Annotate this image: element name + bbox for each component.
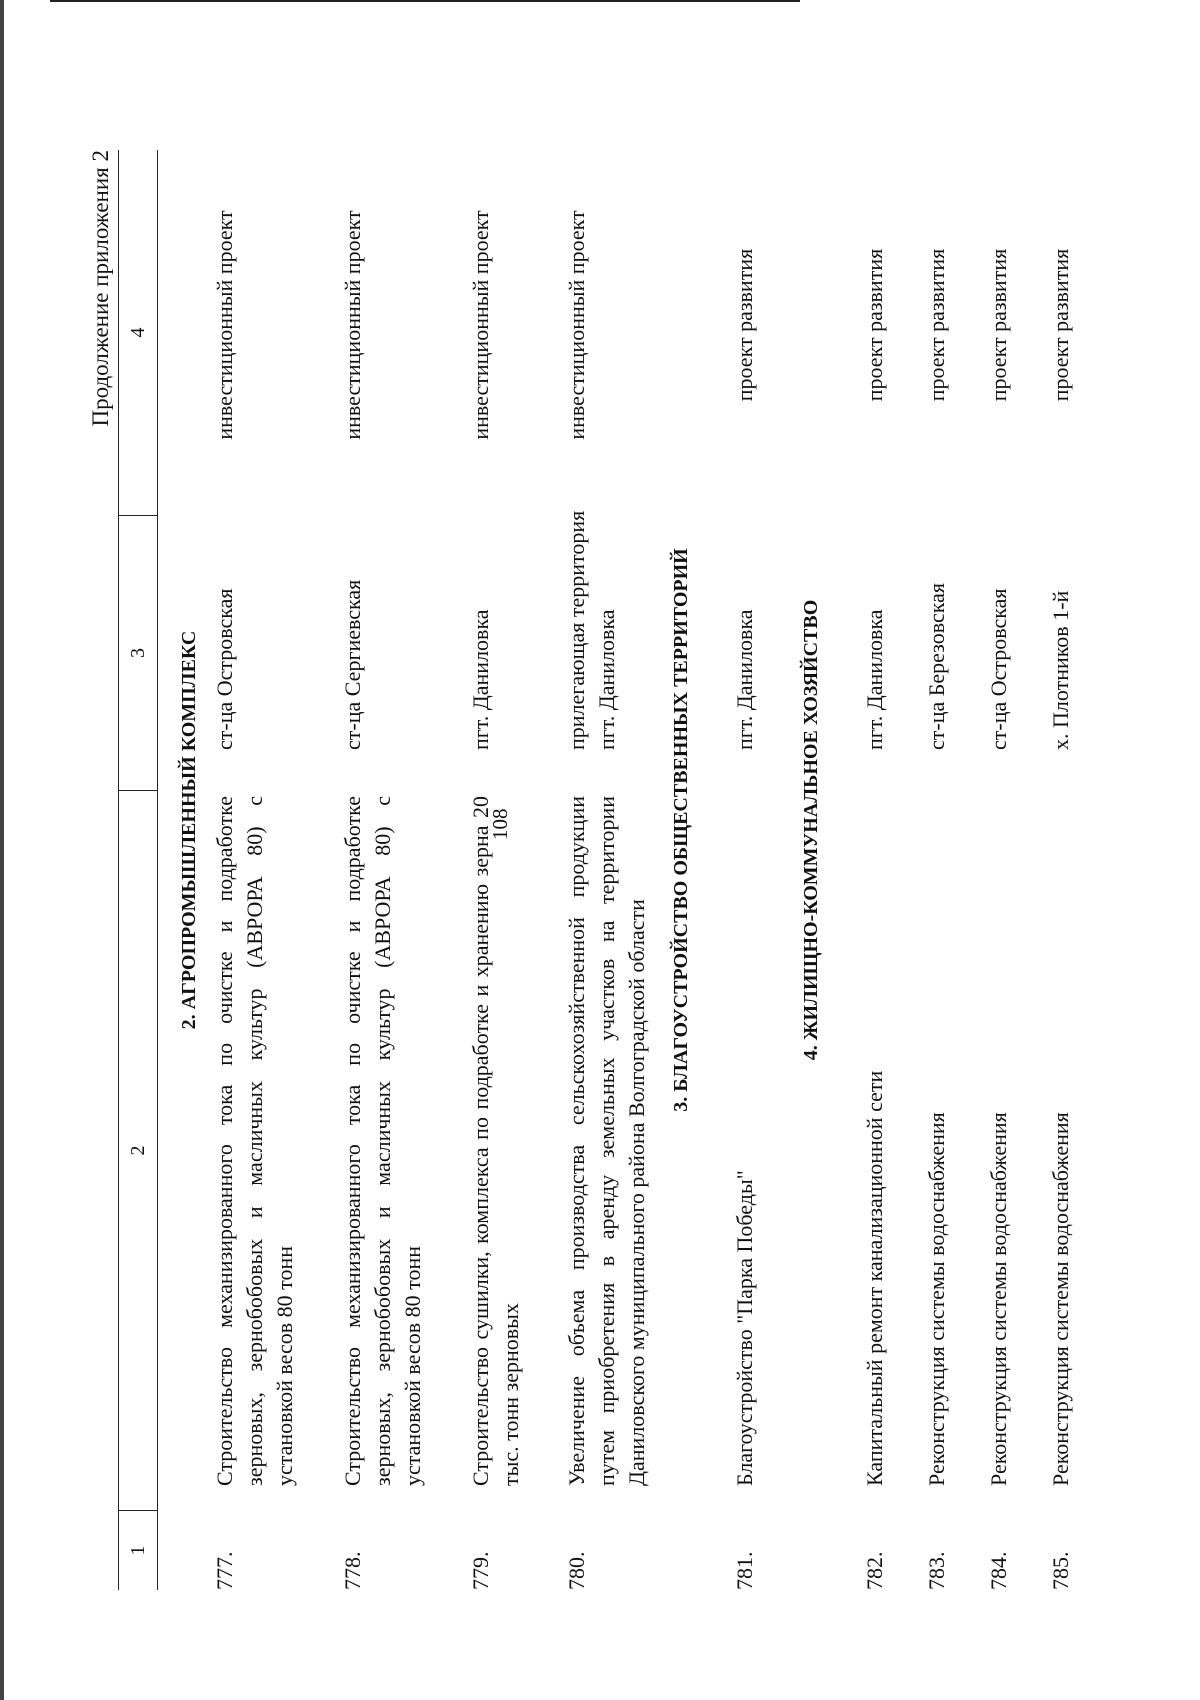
section-title-agro: 2. АГРОПРОМЫШЛЕННЫЙ КОМПЛЕКС — [178, 630, 200, 1030]
project-type: инвестиционный проект — [212, 210, 237, 440]
row-number: 785. — [1048, 1551, 1073, 1590]
project-location: пгт. Даниловка — [468, 609, 493, 750]
project-name: Реконструкция системы водоснабжения — [986, 1112, 1011, 1486]
project-name: Благоустройство "Парка Победы" — [732, 1170, 757, 1486]
project-type: проект развития — [862, 248, 887, 402]
project-location: ст-ца Березовская — [924, 583, 949, 750]
table-header — [118, 150, 158, 1590]
row-number: 780. — [564, 1551, 589, 1590]
project-type: проект развития — [1048, 248, 1073, 402]
project-name: Капитальный ремонт канализационной сети — [862, 1070, 887, 1486]
project-location: ст-ца Островская — [986, 588, 1011, 750]
project-name: Строительство сушилки, комплекса по подработке и хранению зерна 20 тыс. тонн зерновых — [468, 796, 523, 1486]
project-name: Увеличение объема производства сельскохозяйственной продукции путем приобретения в аренду земельных участков на территории Даниловского муниципального района Волгоградской области — [564, 796, 649, 1486]
project-location: прилегающая территория пгт. Даниловка — [564, 510, 619, 750]
page-number: 108 — [488, 808, 512, 840]
project-type: проект развития — [924, 248, 949, 402]
project-type: проект развития — [732, 248, 757, 402]
project-location: пгт. Даниловка — [732, 609, 757, 750]
section-title-territories: 3. БЛАГОУСТРОЙСТВО ОБЩЕСТВЕННЫХ ТЕРРИТОРИЙ — [670, 548, 692, 1112]
project-location: ст-ца Сергиевская — [340, 579, 365, 750]
project-name: Реконструкция системы водоснабжения — [924, 1112, 949, 1486]
header-col-3: 3 — [119, 515, 157, 790]
project-location: ст-ца Островская — [212, 588, 237, 750]
row-number: 778. — [340, 1551, 365, 1590]
project-name: Строительство механизированного тока по очистке и подработке зерновых, зернобобовых и масличных культур (АВРОРА 80) с установкой весов 80 тонн — [340, 796, 425, 1486]
project-type: проект развития — [986, 248, 1011, 402]
header-col-2: 2 — [119, 790, 157, 1510]
row-number: 783. — [924, 1551, 949, 1590]
project-type: инвестиционный проект — [468, 210, 493, 440]
project-location: пгт. Даниловка — [862, 609, 887, 750]
row-number: 777. — [212, 1551, 237, 1590]
header-col-4: 4 — [126, 327, 149, 338]
row-number: 782. — [862, 1551, 887, 1590]
project-name: Реконструкция системы водоснабжения — [1048, 1112, 1073, 1486]
appendix-caption: Продолжение приложения 2 — [88, 150, 113, 427]
project-type: инвестиционный проект — [340, 210, 365, 440]
row-number: 784. — [986, 1551, 1011, 1590]
row-number: 781. — [732, 1551, 757, 1590]
project-name: Строительство механизированного тока по очистке и подработке зерновых, зернобобовых и масличных культур (АВРОРА 80) с установкой весов 80 тонн — [212, 796, 297, 1486]
project-location: х. Плотников 1-й — [1048, 590, 1073, 750]
section-title-housing: 4. ЖИЛИЩНО-КОММУНАЛЬНОЕ ХОЗЯЙСТВО — [800, 599, 822, 1061]
row-number: 779. — [468, 1551, 493, 1590]
header-col-1: 1 — [119, 1510, 157, 1590]
project-type: инвестиционный проект — [564, 210, 589, 440]
